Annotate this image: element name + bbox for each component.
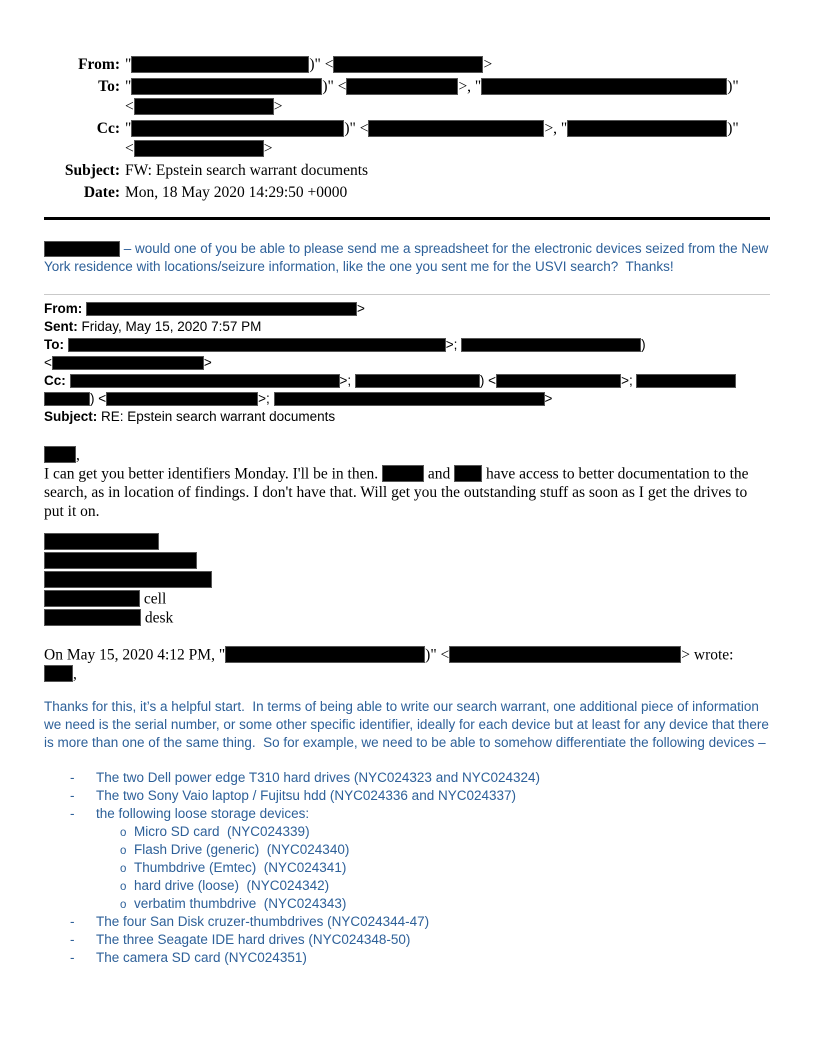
text-fragment: > [357, 301, 365, 316]
text-fragment: On May 15, 2020 4:12 PM, " [44, 646, 226, 664]
subject-value: FW: Epstein search warrant documents [125, 162, 369, 179]
inner-sent-value: Friday, May 15, 2020 7:57 PM [77, 319, 262, 334]
inner-row-to [44, 336, 770, 372]
signature-desk-line [44, 609, 770, 628]
dash-bullet: - [70, 806, 75, 821]
text-fragment: , [76, 446, 80, 464]
text-fragment: >, " [544, 120, 568, 137]
list-item [44, 877, 770, 895]
redaction-bar [355, 374, 480, 388]
header-row-date [44, 183, 770, 203]
list-item [44, 823, 770, 841]
date-value: Mon, 18 May 2020 14:29:50 +0000 [125, 184, 348, 201]
text-fragment: )" < [425, 646, 450, 664]
signature-line-redacted [44, 571, 770, 590]
text-fragment: > [263, 140, 273, 157]
text-fragment: desk [141, 609, 174, 627]
salutation-redacted [44, 446, 770, 465]
circle-bullet: o [120, 881, 127, 893]
text-fragment: < [44, 355, 52, 370]
list-item [44, 769, 770, 787]
redaction-bar [44, 533, 159, 550]
text-fragment: < [125, 140, 134, 157]
circle-bullet: o [120, 899, 127, 911]
text-fragment: )" [727, 120, 739, 137]
inner-row-cc [44, 372, 770, 408]
redaction-bar [382, 465, 424, 482]
redaction-bar [131, 78, 322, 95]
dash-bullet: - [70, 770, 75, 785]
circle-bullet: o [120, 827, 127, 839]
redaction-bar [461, 338, 641, 352]
device-list [44, 769, 770, 967]
reply-body [44, 446, 770, 684]
inner-cc-value-redacted [44, 373, 736, 406]
redaction-bar [333, 56, 483, 73]
text-fragment: >; [258, 391, 274, 406]
redaction-bar [131, 56, 309, 73]
list-item [44, 913, 770, 931]
redaction-bar [567, 120, 727, 137]
text-fragment: >; [339, 373, 355, 388]
redaction-bar [274, 392, 545, 406]
redaction-bar [134, 98, 274, 115]
email-header-outer [44, 55, 770, 203]
redaction-bar [131, 120, 344, 137]
list-item-text: hard drive (loose) (NYC024342) [134, 878, 330, 893]
dash-bullet: - [70, 788, 75, 803]
redaction-bar [70, 374, 340, 388]
text-fragment: cell [140, 590, 167, 608]
thick-divider-rule [44, 217, 770, 220]
subject-label: Subject: [64, 162, 120, 179]
text-fragment: ) [641, 337, 646, 352]
redaction-bar [636, 374, 736, 388]
redaction-bar [368, 120, 544, 137]
to-value-redacted [125, 77, 739, 117]
signature-cell-line [44, 590, 770, 609]
dash-bullet: - [70, 950, 75, 965]
text-fragment: " [125, 78, 132, 95]
redaction-bar [68, 338, 446, 352]
text-fragment: have access to better documentation to the search, as in location of findings. I don't have that. Will get you the outstanding stuff as soon as I get the drives to put it on. [44, 465, 749, 520]
signature-line-redacted [44, 533, 770, 552]
list-item [44, 949, 770, 967]
text-fragment: )" < [309, 56, 334, 73]
text-fragment: )" [727, 78, 739, 95]
redaction-bar [44, 552, 197, 569]
redaction-bar [52, 356, 204, 370]
header-row-subject [44, 161, 770, 181]
redaction-bar [86, 302, 357, 316]
inner-row-subject [44, 408, 770, 426]
inner-subject-label: Subject: [44, 409, 98, 424]
circle-bullet: o [120, 863, 127, 875]
inner-cc-label: Cc: [44, 373, 66, 388]
quoted-paragraph: Thanks for this, it’s a helpful start. In terms of being able to write our search warrant, one additional piece of information we need is the serial number, or some other specific identifier, ideally for each device but at least for any device that there is more than one of the same thing. So for example, we need to be able to somehow differentiate the following devices – [44, 699, 773, 750]
list-item [44, 895, 770, 913]
text-fragment: )" < [322, 78, 347, 95]
request-paragraph [44, 240, 770, 276]
text-fragment: > [203, 355, 212, 370]
list-item-text: verbatim thumbdrive (NYC024343) [134, 896, 347, 911]
list-item-text: The two Sony Vaio laptop / Fujitsu hdd (NYC024336 and NYC024337) [96, 788, 517, 803]
redaction-bar [44, 392, 90, 406]
redaction-bar [481, 78, 727, 95]
text-fragment: – would one of you be able to please send me a spreadsheet for the electronic devices seized from the New York residence with locations/seizure information, like the one you sent me for the USVI search? Thanks! [44, 241, 772, 274]
redaction-bar [225, 646, 425, 663]
redaction-bar [44, 446, 76, 463]
cc-value-redacted [125, 119, 739, 159]
text-fragment: < [125, 98, 134, 115]
reply-paragraph [44, 465, 770, 521]
inner-subject-value: RE: Epstein search warrant documents [97, 409, 336, 424]
redaction-bar [346, 78, 458, 95]
quoted-attribution-line [44, 646, 770, 665]
list-item-text: the following loose storage devices: [96, 806, 310, 821]
text-fragment: " [125, 56, 132, 73]
redaction-bar [44, 609, 141, 626]
list-item-text: The camera SD card (NYC024351) [96, 950, 307, 965]
redaction-bar [496, 374, 621, 388]
signature-block [44, 533, 770, 628]
to-label: To: [98, 78, 120, 95]
list-item [44, 787, 770, 805]
redaction-bar [454, 465, 482, 482]
inner-from-value-redacted [82, 301, 365, 316]
inner-to-label: To: [44, 337, 64, 352]
text-fragment: ) < [479, 373, 497, 388]
list-item-text: The two Dell power edge T310 hard drives (NYC024323 and NYC024324) [96, 770, 541, 785]
list-item [44, 931, 770, 949]
cc-label: Cc: [96, 120, 120, 137]
signature-line-redacted [44, 552, 770, 571]
text-fragment: > [273, 98, 283, 115]
text-fragment: " [125, 120, 132, 137]
list-item [44, 805, 770, 823]
inner-to-value-redacted [44, 337, 646, 370]
list-item-text: Micro SD card (NYC024339) [134, 824, 310, 839]
header-row-cc [44, 119, 770, 159]
redaction-bar [106, 392, 258, 406]
redaction-bar [44, 571, 212, 588]
text-fragment: > wrote: [681, 646, 734, 664]
list-item-text: The four San Disk cruzer-thumbdrives (NYC024344-47) [96, 914, 430, 929]
inner-row-from [44, 300, 770, 318]
circle-bullet: o [120, 845, 127, 857]
from-value-redacted [125, 55, 492, 75]
thin-divider-rule [44, 294, 770, 295]
redaction-bar [449, 646, 681, 663]
text-fragment: and [423, 465, 455, 483]
text-fragment: ) < [90, 391, 107, 406]
header-row-to [44, 77, 770, 117]
text-fragment: I can get you better identifiers Monday. I'll be in then. [44, 465, 382, 483]
quoted-salutation-redacted [44, 665, 770, 684]
text-fragment: >, " [458, 78, 482, 95]
redaction-bar [134, 140, 264, 157]
text-fragment: > [483, 56, 493, 73]
inner-row-sent [44, 318, 770, 336]
list-item-text: The three Seagate IDE hard drives (NYC024348-50) [96, 932, 411, 947]
list-item-text: Thumbdrive (Emtec) (NYC024341) [134, 860, 347, 875]
redaction-bar [44, 665, 73, 682]
list-item [44, 841, 770, 859]
dash-bullet: - [70, 914, 75, 929]
text-fragment: >; [445, 337, 462, 352]
date-label: Date: [83, 184, 120, 201]
redaction-bar [44, 590, 140, 607]
text-fragment: > [544, 391, 553, 406]
text-fragment: )" < [344, 120, 369, 137]
email-header-inner [44, 300, 770, 426]
inner-sent-label: Sent: [44, 319, 78, 334]
list-item [44, 859, 770, 877]
text-fragment: , [73, 665, 77, 683]
header-row-from [44, 55, 770, 75]
list-item-text: Flash Drive (generic) (NYC024340) [134, 842, 350, 857]
redaction-bar [44, 241, 120, 257]
from-label: From: [78, 56, 120, 73]
dash-bullet: - [70, 932, 75, 947]
inner-from-label: From: [44, 301, 83, 316]
text-fragment: >; [621, 373, 637, 388]
